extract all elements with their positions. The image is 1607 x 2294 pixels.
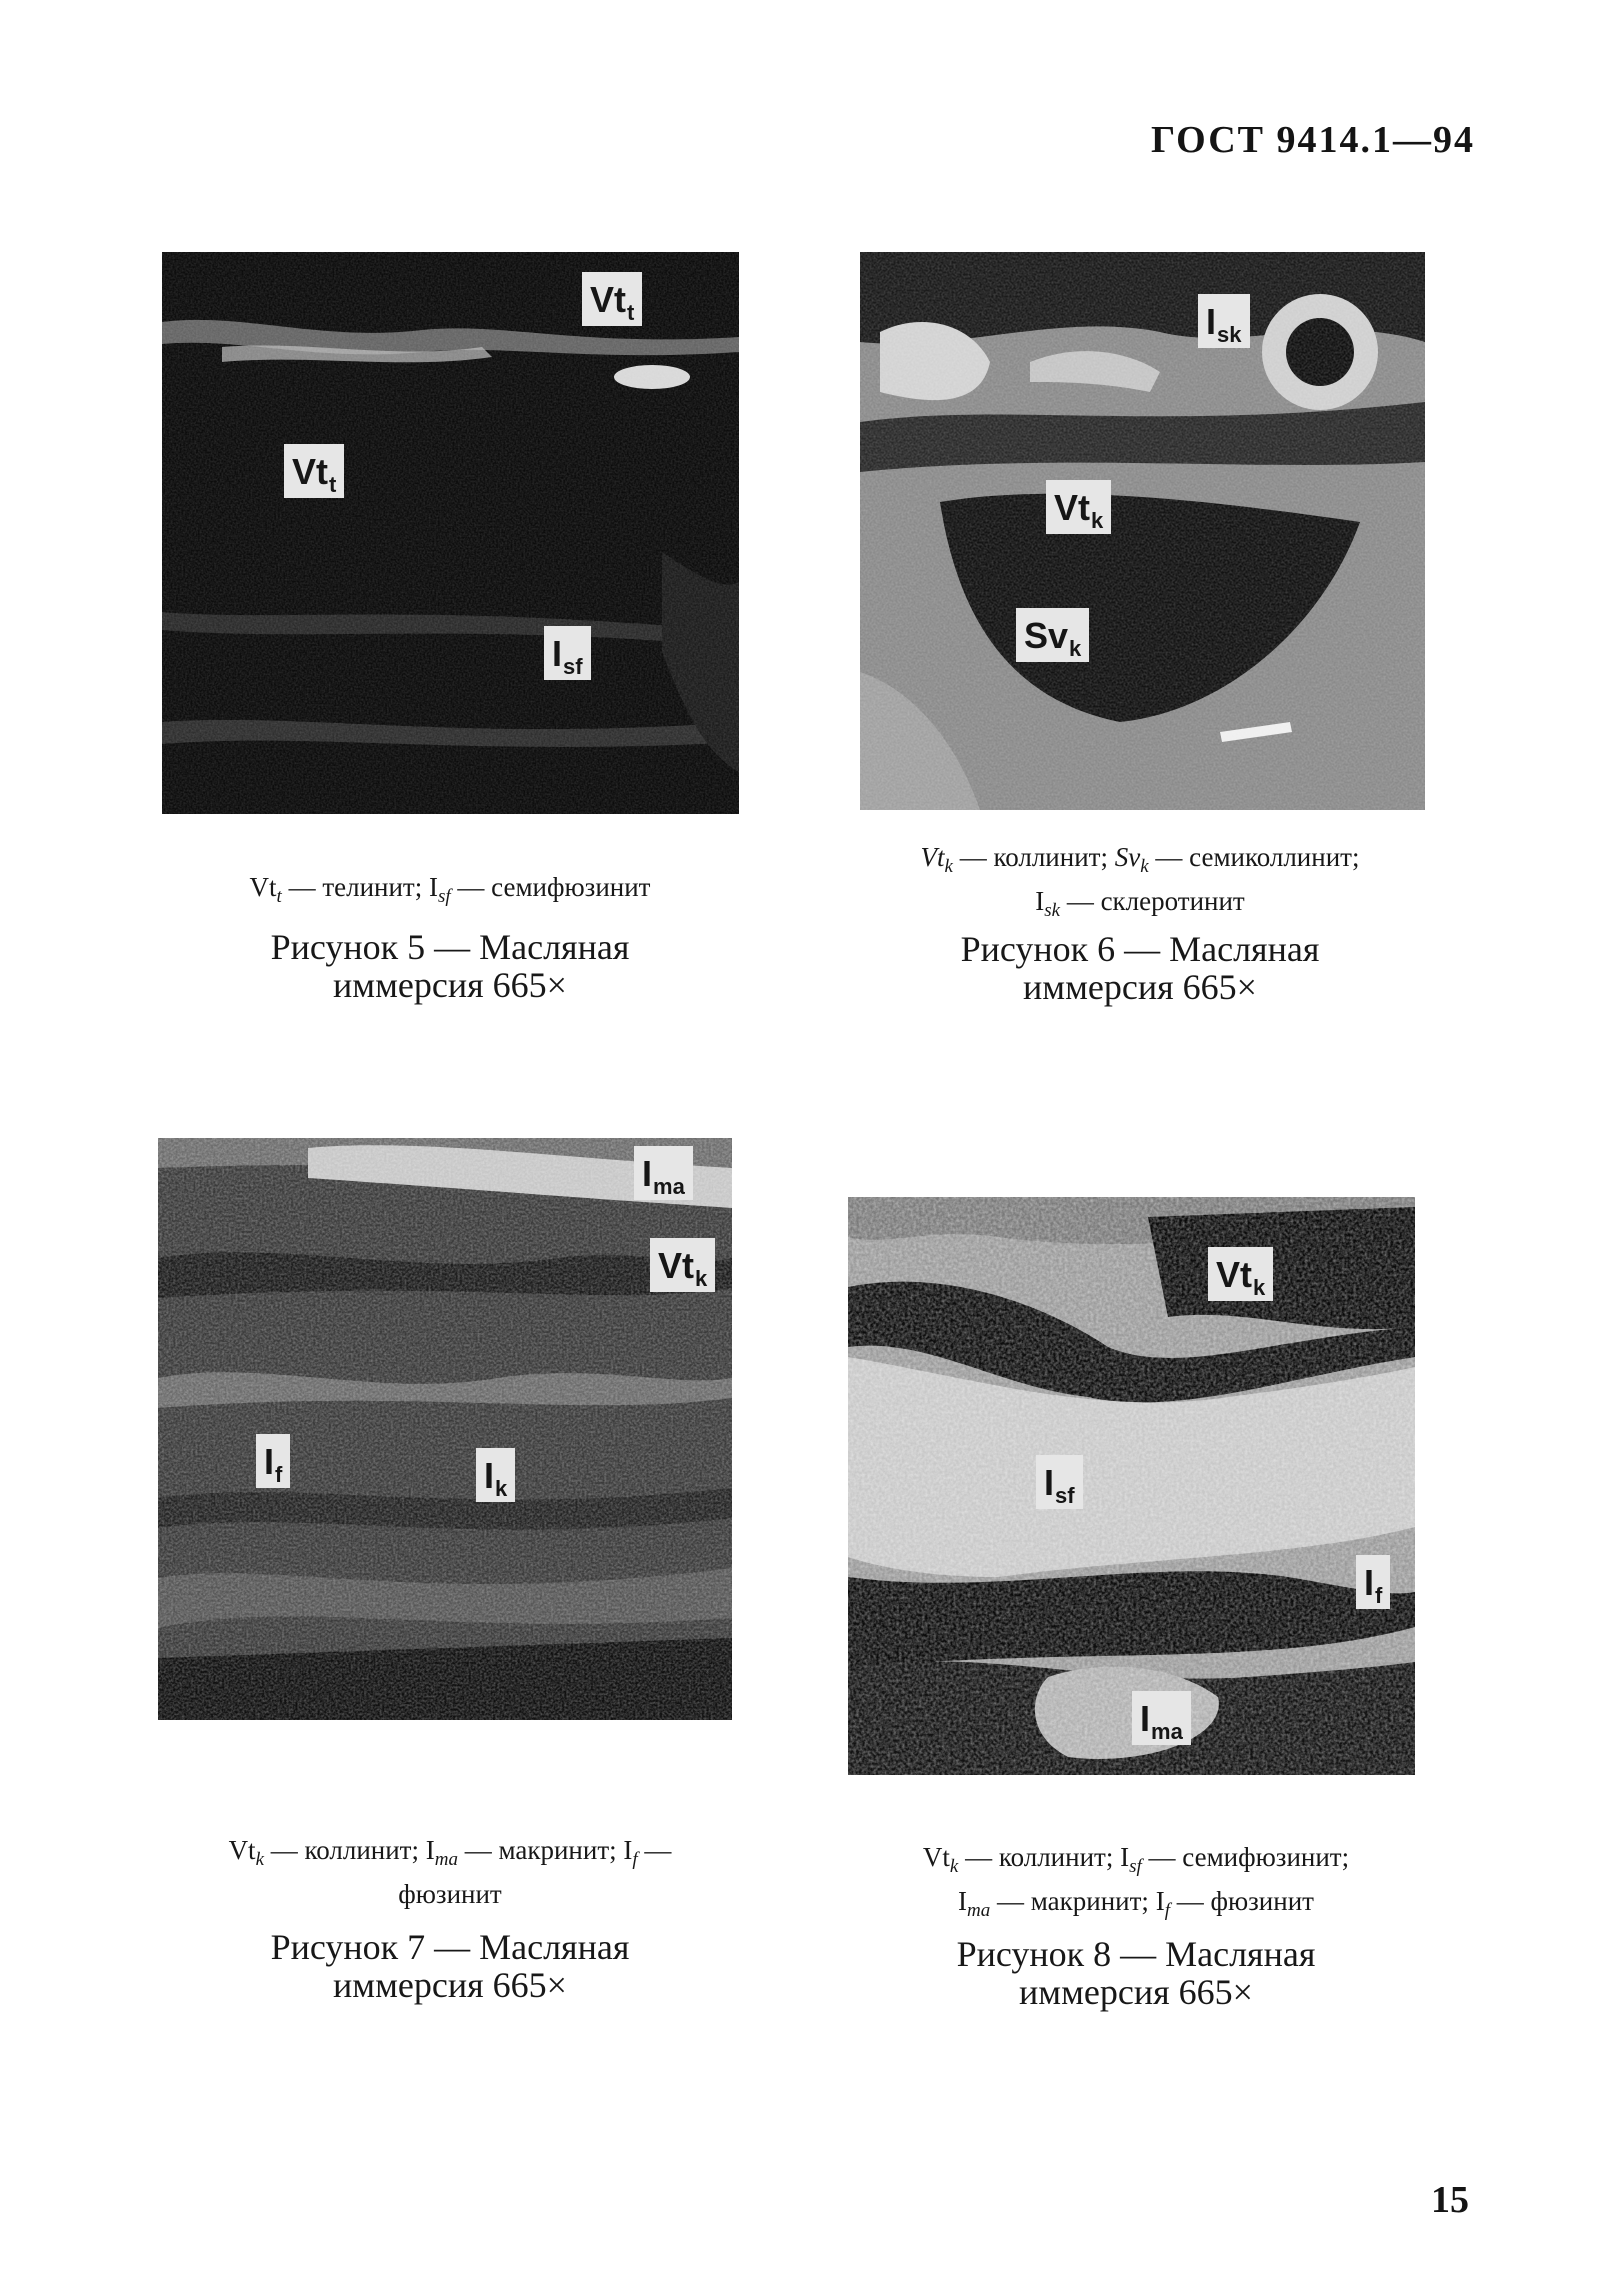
- document-header: ГОСТ 9414.1—94: [1150, 119, 1475, 161]
- figure-7-label-if: I f: [256, 1434, 290, 1488]
- figure-6-label-svk: Sv k: [1016, 608, 1089, 662]
- figure-6-caption: Рисунок 6 — Масляная иммерсия 665×: [960, 929, 1320, 1007]
- figure-6-legend: $Vt_k$ — коллинит; $Sv_k$ — семиколлинит; $I_{sk}$ — склеротинит: [920, 842, 1360, 921]
- figure-8-label-ima: I ma: [1132, 1691, 1191, 1745]
- figure-5-label-vt-left: Vt t: [284, 444, 344, 498]
- figure-7-label-ik: I k: [476, 1448, 515, 1502]
- figure-8-label-isf: I sf: [1036, 1455, 1083, 1509]
- figure-8-legend: $Vt_k$ — коллинит; $I_{sf}$ — семифюзинит; $I_{ma}$ — макринит; $I_f$ — фюзинит: [922, 1842, 1350, 1921]
- page-number: 15: [1431, 2179, 1469, 2221]
- figure-6-label-isk: I sk: [1198, 294, 1250, 348]
- figure-5-label-vt-top: Vt t: [582, 272, 642, 326]
- figure-6-photo: [860, 252, 1425, 810]
- figure-8-label-vtk: Vt k: [1208, 1247, 1273, 1301]
- figure-6-label-vtk: Vt k: [1046, 480, 1111, 534]
- figure-5-legend: $Vt_t$ — телинит; $I_{sf}$ — семифюзинит: [249, 872, 651, 907]
- figure-5-photo: [162, 252, 739, 814]
- figure-8-photo: [848, 1197, 1415, 1775]
- figure-8-caption: Рисунок 8 — Масляная иммерсия 665×: [956, 1934, 1316, 2012]
- figure-7-label-vtk: Vt k: [650, 1238, 715, 1292]
- figure-5-caption: Рисунок 5 — Масляная иммерсия 665×: [270, 927, 630, 1005]
- figure-8-label-if: I f: [1356, 1555, 1390, 1609]
- figure-7-photo: [158, 1138, 732, 1720]
- figure-7-caption: Рисунок 7 — Масляная иммерсия 665×: [270, 1927, 630, 2005]
- figure-5-label-isf: I sf: [544, 626, 591, 680]
- figure-7-label-ima: I ma: [634, 1146, 693, 1200]
- figure-7-legend: $Vt_k$ — коллинит; $I_{ma}$ — макринит; $I_f$ — фюзинит: [228, 1835, 672, 1909]
